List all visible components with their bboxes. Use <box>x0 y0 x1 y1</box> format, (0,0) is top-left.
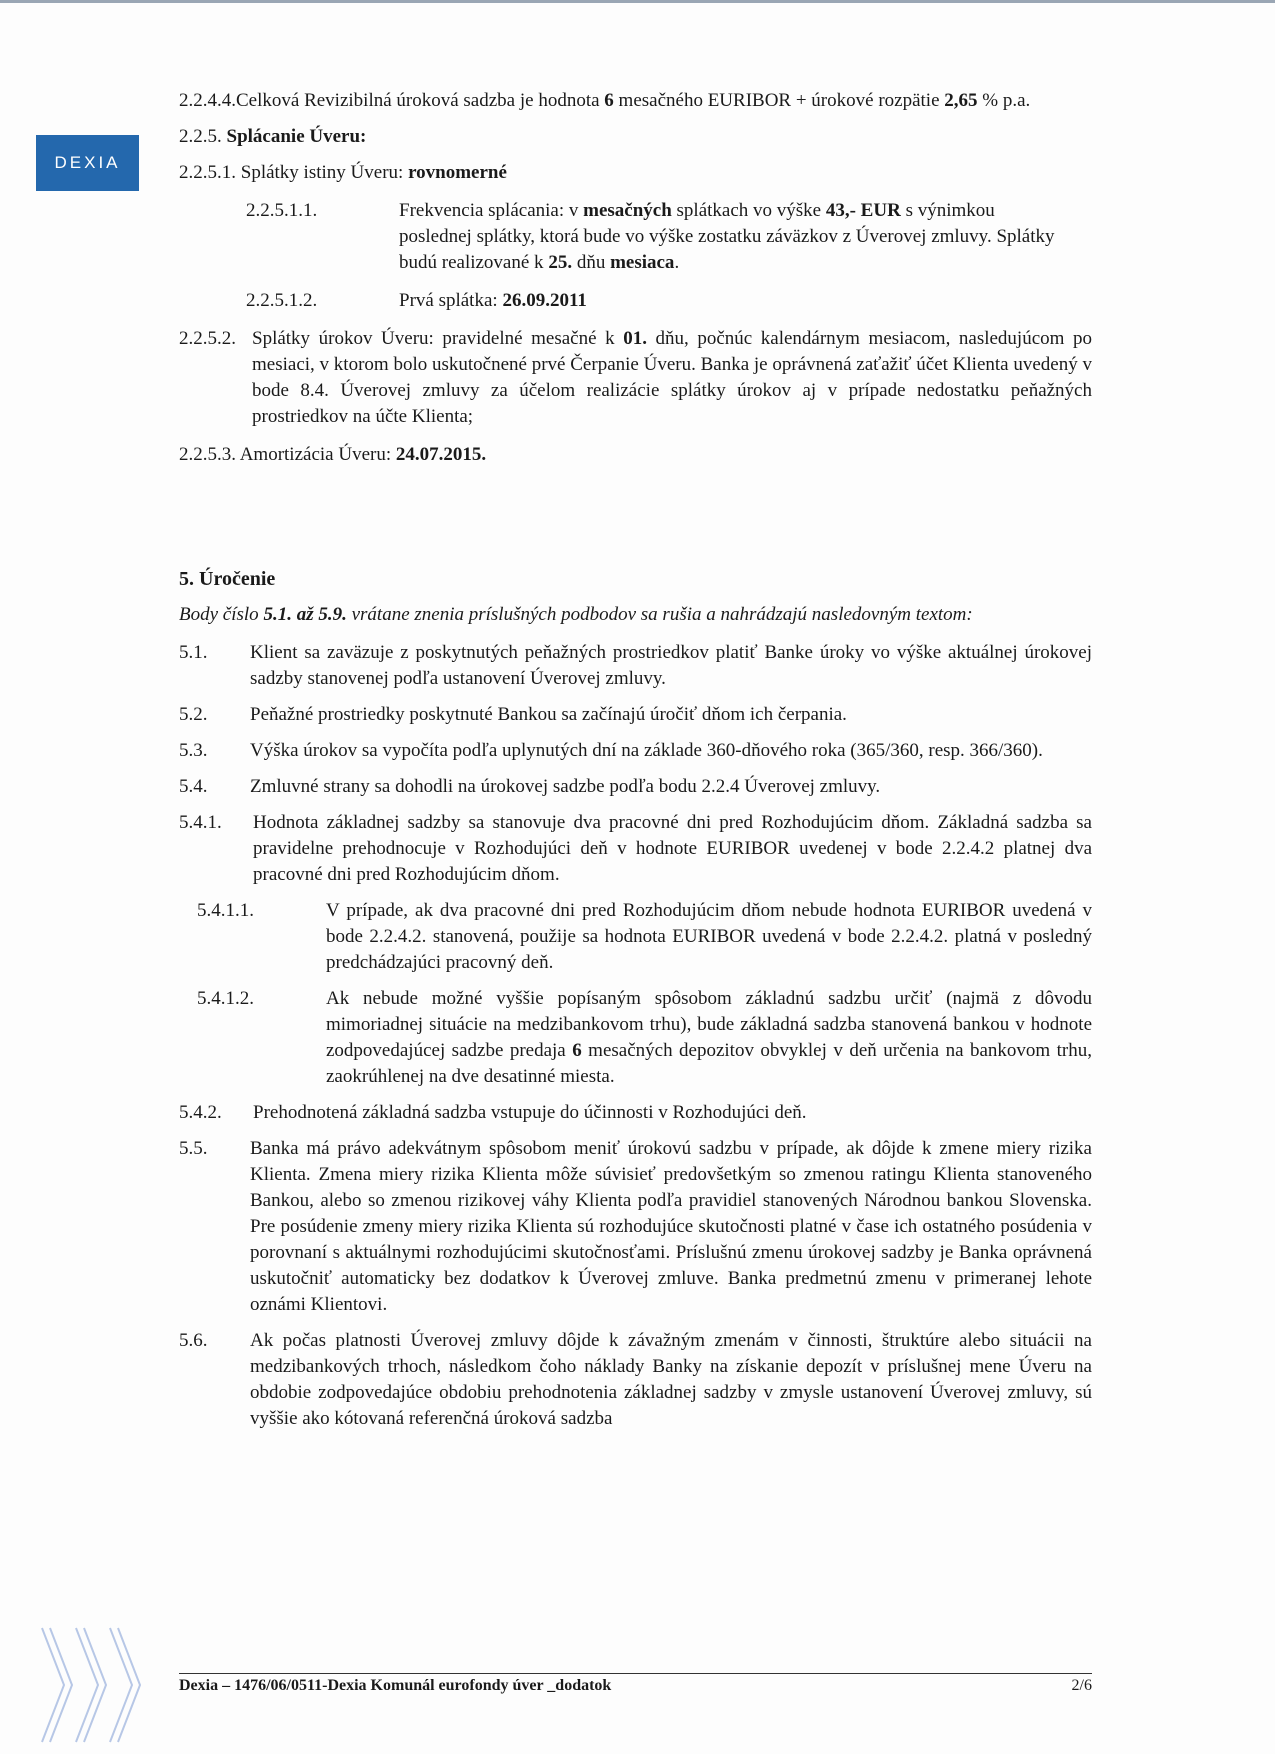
clause-number: 2.2.5. <box>179 126 222 147</box>
clause-bold: 26.09.2011 <box>502 290 587 311</box>
clause-5-4 <box>179 774 1092 800</box>
clause-bold: 2,65 <box>944 90 978 111</box>
clause-2-2-5-3 <box>179 442 1092 468</box>
clause-5-4-1-1 <box>179 898 1092 976</box>
clause-2-2-5-1-2 <box>179 288 1092 314</box>
clause-bold: 25. <box>548 252 573 273</box>
dexia-logo <box>36 135 139 191</box>
clause-5-4-1 <box>179 810 1092 888</box>
clause-number: 2.2.5.2. <box>179 328 236 349</box>
chevrons-decoration-icon <box>36 1620 156 1750</box>
footer-text: Dexia – 1476/06/0511-Dexia Komunál eurofondy úver _dodatok <box>179 1677 612 1694</box>
clause-number: 2.2.5.1.1. <box>246 200 318 221</box>
clause-number: 5.6. <box>179 1330 208 1351</box>
clause-number: 5.2. <box>179 704 208 725</box>
clause-text: Frekvencia splácania: v <box>399 200 584 221</box>
intro-text: vrátane znenia príslušných podbodov sa rušia a nahrádzajú nasledovným textom: <box>346 604 973 625</box>
clause-text: Amortizácia Úveru: <box>239 444 396 465</box>
clause-number: 5.4. <box>179 776 208 797</box>
clause-text: s výnimkou poslednej splátky, ktorá bude vo výške zostatku záväzkov z Úverovej zmluvy. Splátky budú realizované k <box>399 200 1055 273</box>
clause-text: dňu, počnúc kalendárnym mesiacom, nasledujúcom po mesiaci, v ktorom bolo uskutočnené prvé Čerpanie Úveru. Banka je oprávnená zaťažiť účet Klienta uvedený v bode 8.4. Úverovej zmluvy za účelom realizácie splátky úrokov aj v prípade nedostatku peňažných prostriedkov na účte Klienta; <box>252 328 1092 427</box>
clause-number: 5.3. <box>179 740 208 761</box>
clause-bold: mesiaca <box>610 252 675 273</box>
clause-number: 5.4.2. <box>179 1102 222 1123</box>
section-heading: 5. Úročenie <box>179 568 276 590</box>
clause-text: mesačného EURIBOR + úrokové rozpätie <box>613 90 945 111</box>
clause-number: 2.2.4.4. <box>179 90 236 111</box>
clause-text: Hodnota základnej sadzby sa stanovuje dva pracovné dni pred Rozhodujúcim dňom. Základná sadzba sa pravidelne prehodnocuje v Rozhodujúci deň v hodnote EURIBOR uvedenej v bode 2.2.4.2 platnej dva pracovné dni pred Rozhodujúcim dňom. <box>253 812 1092 885</box>
clause-number: 5.1. <box>179 642 208 663</box>
clause-number: 2.2.5.1. <box>179 162 236 183</box>
clause-2-2-5-1 <box>179 160 1092 186</box>
clause-text: Ak nebude možné vyššie popísaným spôsobom základnú sadzbu určiť (najmä z dôvodu mimoriadnej situácie na medzibankovom trhu), bude základná sadzba stanovená bankou v hodnote zodpovedajúcej sadzbe predaja <box>326 988 1092 1061</box>
clause-number: 2.2.5.3. <box>179 444 236 465</box>
section-intro <box>179 602 1092 628</box>
clause-text: Celková Revizibilná úroková sadzba je hodnota <box>236 90 605 111</box>
intro-bold: 5.1. až 5.9. <box>263 604 347 625</box>
clause-5-6 <box>179 1328 1092 1432</box>
clause-text: mesačných depozitov obvyklej v deň určenia na bankovom trhu, zaokrúhlenej na dve desatinné miesta. <box>326 1040 1092 1087</box>
clause-text: Splátky istiny Úveru: <box>240 162 409 183</box>
clause-2-2-5-2 <box>179 326 1092 430</box>
clause-bold: 01. <box>623 328 647 349</box>
clause-2-2-4-4 <box>179 88 1092 114</box>
intro-text: Body číslo <box>179 604 264 625</box>
clause-text: . <box>674 252 680 273</box>
clause-text: Ak počas platnosti Úverovej zmluvy dôjde k závažným zmenám v činnosti, štruktúre alebo situácii na medzibankových trhoch, následkom čoho náklady Banky na získanie depozít v príslušnej mene Úveru na obdobie zodpovedajúce obdobiu prehodnotenia základnej sadzby v zmysle ustanovení Úverovej zmluvy, sú vyššie ako kótovaná referenčná úroková sadzba <box>250 1330 1092 1429</box>
clause-bold: 43,- EUR <box>825 200 901 221</box>
clause-text: Výška úrokov sa vypočíta podľa uplynutých dní na základe 360-dňového roka (365/360, resp. 366/360). <box>250 740 1043 761</box>
clause-bold: rovnomerné <box>408 162 507 183</box>
clause-bold: 6 <box>604 90 614 111</box>
clause-number: 5.4.1. <box>179 812 222 833</box>
clause-text: splátkach vo výške <box>671 200 826 221</box>
clause-number: 2.2.5.1.2. <box>246 290 318 311</box>
clause-5-4-1-2 <box>179 986 1092 1090</box>
clause-text: Klient sa zaväzuje z poskytnutých peňažných prostriedkov platiť Banke úroky vo výške aktuálnej úrokovej sadzby stanovenej podľa ustanovení Úverovej zmluvy. <box>250 642 1092 689</box>
clause-2-2-5-1-1 <box>179 198 1092 276</box>
clause-text: Prvá splátka: <box>399 290 503 311</box>
clause-5-5 <box>179 1136 1092 1318</box>
clause-text: V prípade, ak dva pracovné dni pred Rozhodujúcim dňom nebude hodnota EURIBOR uvedená v bode 2.2.4.2. stanovená, použije sa hodnota EURIBOR uvedená v bode 2.2.4.2. platná v posledný predchádzajúci pracovný deň. <box>326 900 1092 973</box>
clause-bold: 6 <box>572 1040 582 1061</box>
clause-text: Splátky úrokov Úveru: pravidelné mesačné k <box>252 328 624 349</box>
clause-number: 5.4.1.2. <box>197 988 254 1009</box>
clause-2-2-5 <box>179 124 1092 150</box>
top-border <box>0 0 1275 3</box>
clause-number: 5.5. <box>179 1138 208 1159</box>
clause-5-3 <box>179 738 1092 764</box>
clause-bold: 24.07.2015. <box>395 444 487 465</box>
clause-bold: mesačných <box>583 200 672 221</box>
clause-5-2 <box>179 702 1092 728</box>
clause-number: 5.4.1.1. <box>197 900 254 921</box>
clause-text: Zmluvné strany sa dohodli na úrokovej sadzbe podľa bodu 2.2.4 Úverovej zmluvy. <box>250 776 881 797</box>
clause-text: Banka má právo adekvátnym spôsobom meniť úrokovú sadzbu v prípade, ak dôjde k zmene miery rizika Klienta. Zmena miery rizika Klienta môže súvisieť predovšetkým so zmenou ratingu Klienta stanoveného Bankou, alebo so zmenou rizikovej váhy Klienta podľa pravidiel stanovených Národnou bankou Slovenska. Pre posúdenie zmeny miery rizika Klienta sú rozhodujúce skutočnosti platné v čase ich ostatného posúdenia v porovnaní s aktuálnymi rozhodujúcimi skutočnosťami. Príslušnú zmenu úrokovej sadzby je Banka oprávnená uskutočniť automaticky bez dodatkov k Úverovej zmluve. Banka predmetnú zmenu v primeranej lehote oznámi Klientovi. <box>250 1138 1092 1315</box>
clause-heading: Splácanie Úveru: <box>226 126 367 147</box>
clause-5-1 <box>179 640 1092 692</box>
clause-text: Peňažné prostriedky poskytnuté Bankou sa začínajú úročiť dňom ich čerpania. <box>250 704 847 725</box>
page-number: 2/6 <box>1071 1677 1092 1694</box>
clause-text: % p.a. <box>977 90 1031 111</box>
document-body <box>179 88 1092 1432</box>
clause-text: dňu <box>572 252 611 273</box>
logo-text: DEXIA <box>54 153 121 172</box>
clause-text: Prehodnotená základná sadzba vstupuje do účinnosti v Rozhodujúci deň. <box>253 1102 807 1123</box>
clause-5-4-2 <box>179 1100 1092 1126</box>
footer <box>179 1677 1092 1695</box>
footer-divider <box>179 1673 1092 1674</box>
